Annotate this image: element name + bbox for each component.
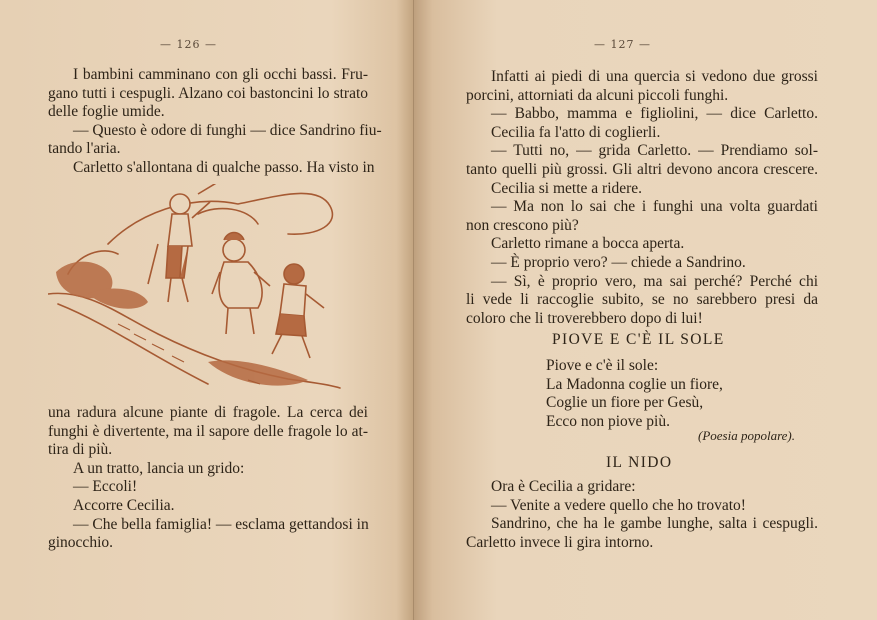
poem-stanza: [546, 357, 796, 431]
left-top-paragraph: [48, 66, 382, 178]
text-line: Cecilia si mette a ridere.: [491, 179, 643, 197]
text-line: Carletto s'allontana di qualche passo. Ha visto in: [73, 158, 375, 176]
left-bottom-paragraph: [48, 404, 368, 553]
page-number-right: — 127 —: [594, 38, 651, 51]
poem-line: La Madonna coglie un fiore,: [546, 375, 723, 393]
text-line: porcini, attorniati da alcuni piccoli funghi.: [466, 86, 729, 104]
children-illustration: [48, 184, 344, 398]
text-line: tanto quelli più grossi. Gli altri devono ancora crescere.: [466, 160, 818, 178]
poem-line: Ecco non piove più.: [546, 412, 670, 430]
text-line: — Che bella famiglia! — esclama gettandosi in: [73, 515, 369, 533]
text-line: li vede li raccoglie subito, se no sarebbero presi da: [466, 291, 818, 309]
text-line: una radura alcune piante di fragole. La cerca dei: [48, 404, 368, 421]
text-line: ginocchio.: [48, 534, 113, 552]
text-line: — Ma non lo sai che i funghi una volta guardati: [491, 198, 818, 216]
text-line: coloro che li troverebbero dopo di lui!: [466, 309, 703, 327]
nido-paragraph: [466, 478, 818, 552]
poem-credit: (Poesia popolare).: [698, 428, 795, 443]
text-line: — Sì, è proprio vero, ma sai perché? Perché chi: [491, 272, 818, 290]
text-line: Cecilia fa l'atto di coglierli.: [491, 123, 661, 141]
poem-line: Coglie un fiore per Gesù,: [546, 394, 704, 412]
right-page: [414, 0, 877, 620]
text-line: — Eccoli!: [73, 478, 138, 496]
left-page: [0, 0, 414, 620]
text-line: Sandrino, che ha le gambe lunghe, salta i cespugli.: [491, 515, 818, 533]
poem-line: Piove e c'è il sole:: [546, 357, 659, 374]
text-line: tira di più.: [48, 441, 113, 459]
text-line: Carletto rimane a bocca aperta.: [491, 235, 685, 253]
text-line: A un tratto, lancia un grido:: [73, 459, 245, 477]
text-line: Infatti ai piedi di una quercia si vedono due grossi: [491, 68, 818, 85]
text-line: Accorre Cecilia.: [73, 496, 175, 514]
right-story-paragraph: [466, 68, 818, 328]
text-line: non crescono più?: [466, 216, 579, 234]
text-line: — Questo è odore di funghi — dice Sandrino fiu-: [73, 121, 382, 139]
text-line: tando l'aria.: [48, 140, 121, 158]
page-number-left: — 126 —: [160, 38, 217, 51]
section-title: IL NIDO: [606, 454, 673, 471]
text-line: I bambini camminano con gli occhi bassi. Fru-: [73, 66, 368, 83]
text-line: funghi è divertente, ma il sapore delle fragole lo at-: [48, 422, 368, 440]
text-line: — È proprio vero? — chiede a Sandrino.: [491, 253, 746, 271]
text-line: — Babbo, mamma e figliolini, — dice Carletto.: [491, 105, 818, 123]
text-line: — Venite a vedere quello che ho trovato!: [491, 496, 746, 514]
text-line: delle foglie umide.: [48, 103, 165, 121]
text-line: — Tutti no, — grida Carletto. — Prendiamo sol-: [491, 142, 818, 160]
poem-title: PIOVE E C'È IL SOLE: [552, 331, 725, 348]
text-line: Carletto invece li gira intorno.: [466, 533, 654, 551]
text-line: gano tutti i cespugli. Alzano coi bastoncini lo strato: [48, 84, 368, 102]
text-line: Ora è Cecilia a gridare:: [491, 478, 636, 495]
